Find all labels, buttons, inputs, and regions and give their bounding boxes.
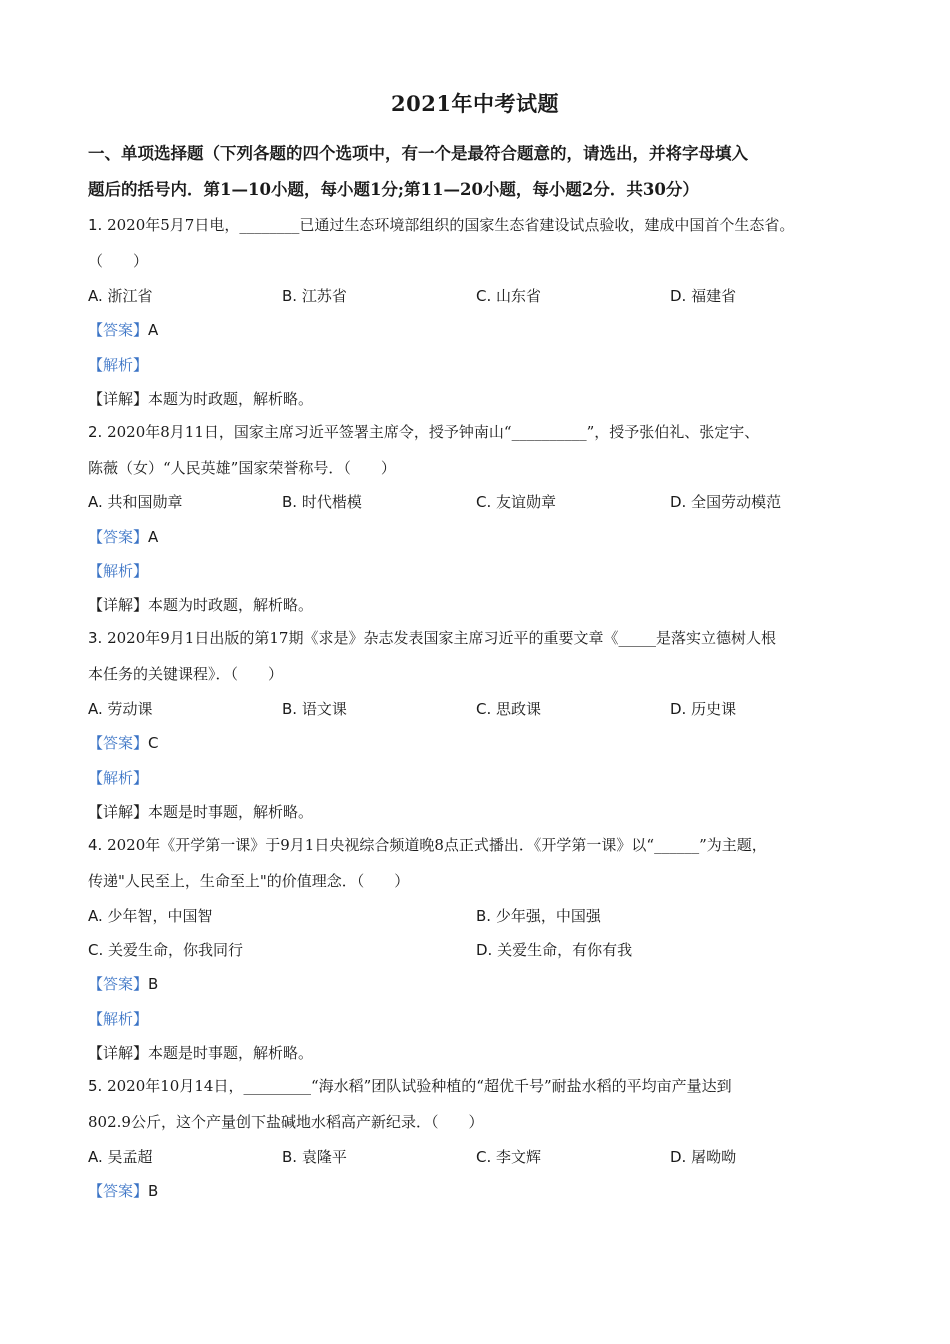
q5-option-c: C. 李文辉	[476, 1148, 542, 1166]
question-number: 5.	[88, 1077, 103, 1095]
q5-answer: 【答案】B	[88, 1182, 159, 1200]
question-text: 2020年5月7日电，________已通过生态环境部组织的国家生态省建设试点验收，建成中国首个生态省。	[107, 216, 795, 234]
question-4-stem	[88, 833, 888, 857]
question-1-stem	[88, 213, 888, 237]
question-3-stem	[88, 626, 888, 650]
q1-option-a: A. 浙江省	[88, 287, 153, 305]
q3-detail: 【详解】本题是时事题，解析略。	[88, 803, 314, 821]
q4-analysis: 【解析】	[88, 1010, 149, 1028]
question-text: 2020年9月1日出版的第17期《求是》杂志发表国家主席习近平的重要文章《_____是落实立德树人根	[107, 629, 776, 647]
q4-detail: 【详解】本题是时事题，解析略。	[88, 1044, 314, 1062]
section-heading-line-2: 题后的括号内．第1—10小题，每小题1分;第11—20小题，每小题2分．共30分）	[88, 180, 699, 199]
q2-detail: 【详解】本题为时政题，解析略。	[88, 596, 314, 614]
q5-option-b: B. 袁隆平	[282, 1148, 347, 1166]
q5-option-a: A. 吴孟超	[88, 1148, 153, 1166]
question-number: 3.	[88, 629, 103, 647]
q1-answer: 【答案】A	[88, 321, 159, 339]
q2-option-c: C. 友谊勋章	[476, 493, 557, 511]
q3-option-b: B. 语文课	[282, 700, 347, 718]
q1-option-d: D. 福建省	[670, 287, 737, 305]
question-number: 4.	[88, 836, 103, 854]
q1-detail: 【详解】本题为时政题，解析略。	[88, 390, 314, 408]
q2-option-d: D. 全国劳动模范	[670, 493, 782, 511]
question-number: 2.	[88, 423, 103, 441]
q4-option-b: B. 少年强，中国强	[476, 907, 601, 925]
page-title: 2021年中考试题	[391, 91, 559, 116]
q1-option-c: C. 山东省	[476, 287, 542, 305]
q4-answer: 【答案】B	[88, 975, 159, 993]
question-5-stem	[88, 1074, 888, 1098]
q4-option-a: A. 少年智，中国智	[88, 907, 213, 925]
q2-analysis: 【解析】	[88, 562, 149, 580]
q3-answer: 【答案】C	[88, 734, 159, 752]
q4-option-d: D. 关爱生命，有你有我	[476, 941, 633, 959]
question-text: 2020年8月11日，国家主席习近平签署主席令，授予钟南山“__________”，授予张伯礼、张定宇、	[107, 423, 760, 441]
question-4-stem-cont: 传递"人民至上，生命至上"的价值理念．（ ）	[88, 872, 410, 890]
q3-option-c: C. 思政课	[476, 700, 542, 718]
question-3-stem-cont: 本任务的关键课程》．（ ）	[88, 665, 284, 683]
question-2-stem-cont: 陈薇（女）“人民英雄”国家荣誉称号．（ ）	[88, 459, 396, 477]
q5-option-d: D. 屠呦呦	[670, 1148, 737, 1166]
q3-option-d: D. 历史课	[670, 700, 737, 718]
q3-analysis: 【解析】	[88, 769, 149, 787]
question-1-stem-cont: （ ）	[88, 252, 149, 270]
q1-option-b: B. 江苏省	[282, 287, 347, 305]
question-2-stem	[88, 420, 888, 444]
q1-analysis: 【解析】	[88, 356, 149, 374]
q2-option-b: B. 时代楷模	[282, 493, 362, 511]
question-number: 1.	[88, 216, 103, 234]
q4-option-c: C. 关爱生命，你我同行	[88, 941, 244, 959]
q2-answer: 【答案】A	[88, 528, 159, 546]
q3-option-a: A. 劳动课	[88, 700, 153, 718]
section-heading-line-1: 一、单项选择题（下列各题的四个选项中，有一个是最符合题意的，请选出，并将字母填入	[88, 144, 748, 163]
q2-option-a: A. 共和国勋章	[88, 493, 183, 511]
question-5-stem-cont: 802.9公斤，这个产量创下盐碱地水稻高产新纪录．（ ）	[88, 1113, 484, 1131]
question-text: 2020年10月14日，_________“海水稻”团队试验种植的“超优千号”耐盐水稻的平均亩产量达到	[107, 1077, 732, 1095]
question-text: 2020年《开学第一课》于9月1日央视综合频道晚8点正式播出．《开学第一课》以“______”为主题，	[107, 836, 767, 854]
